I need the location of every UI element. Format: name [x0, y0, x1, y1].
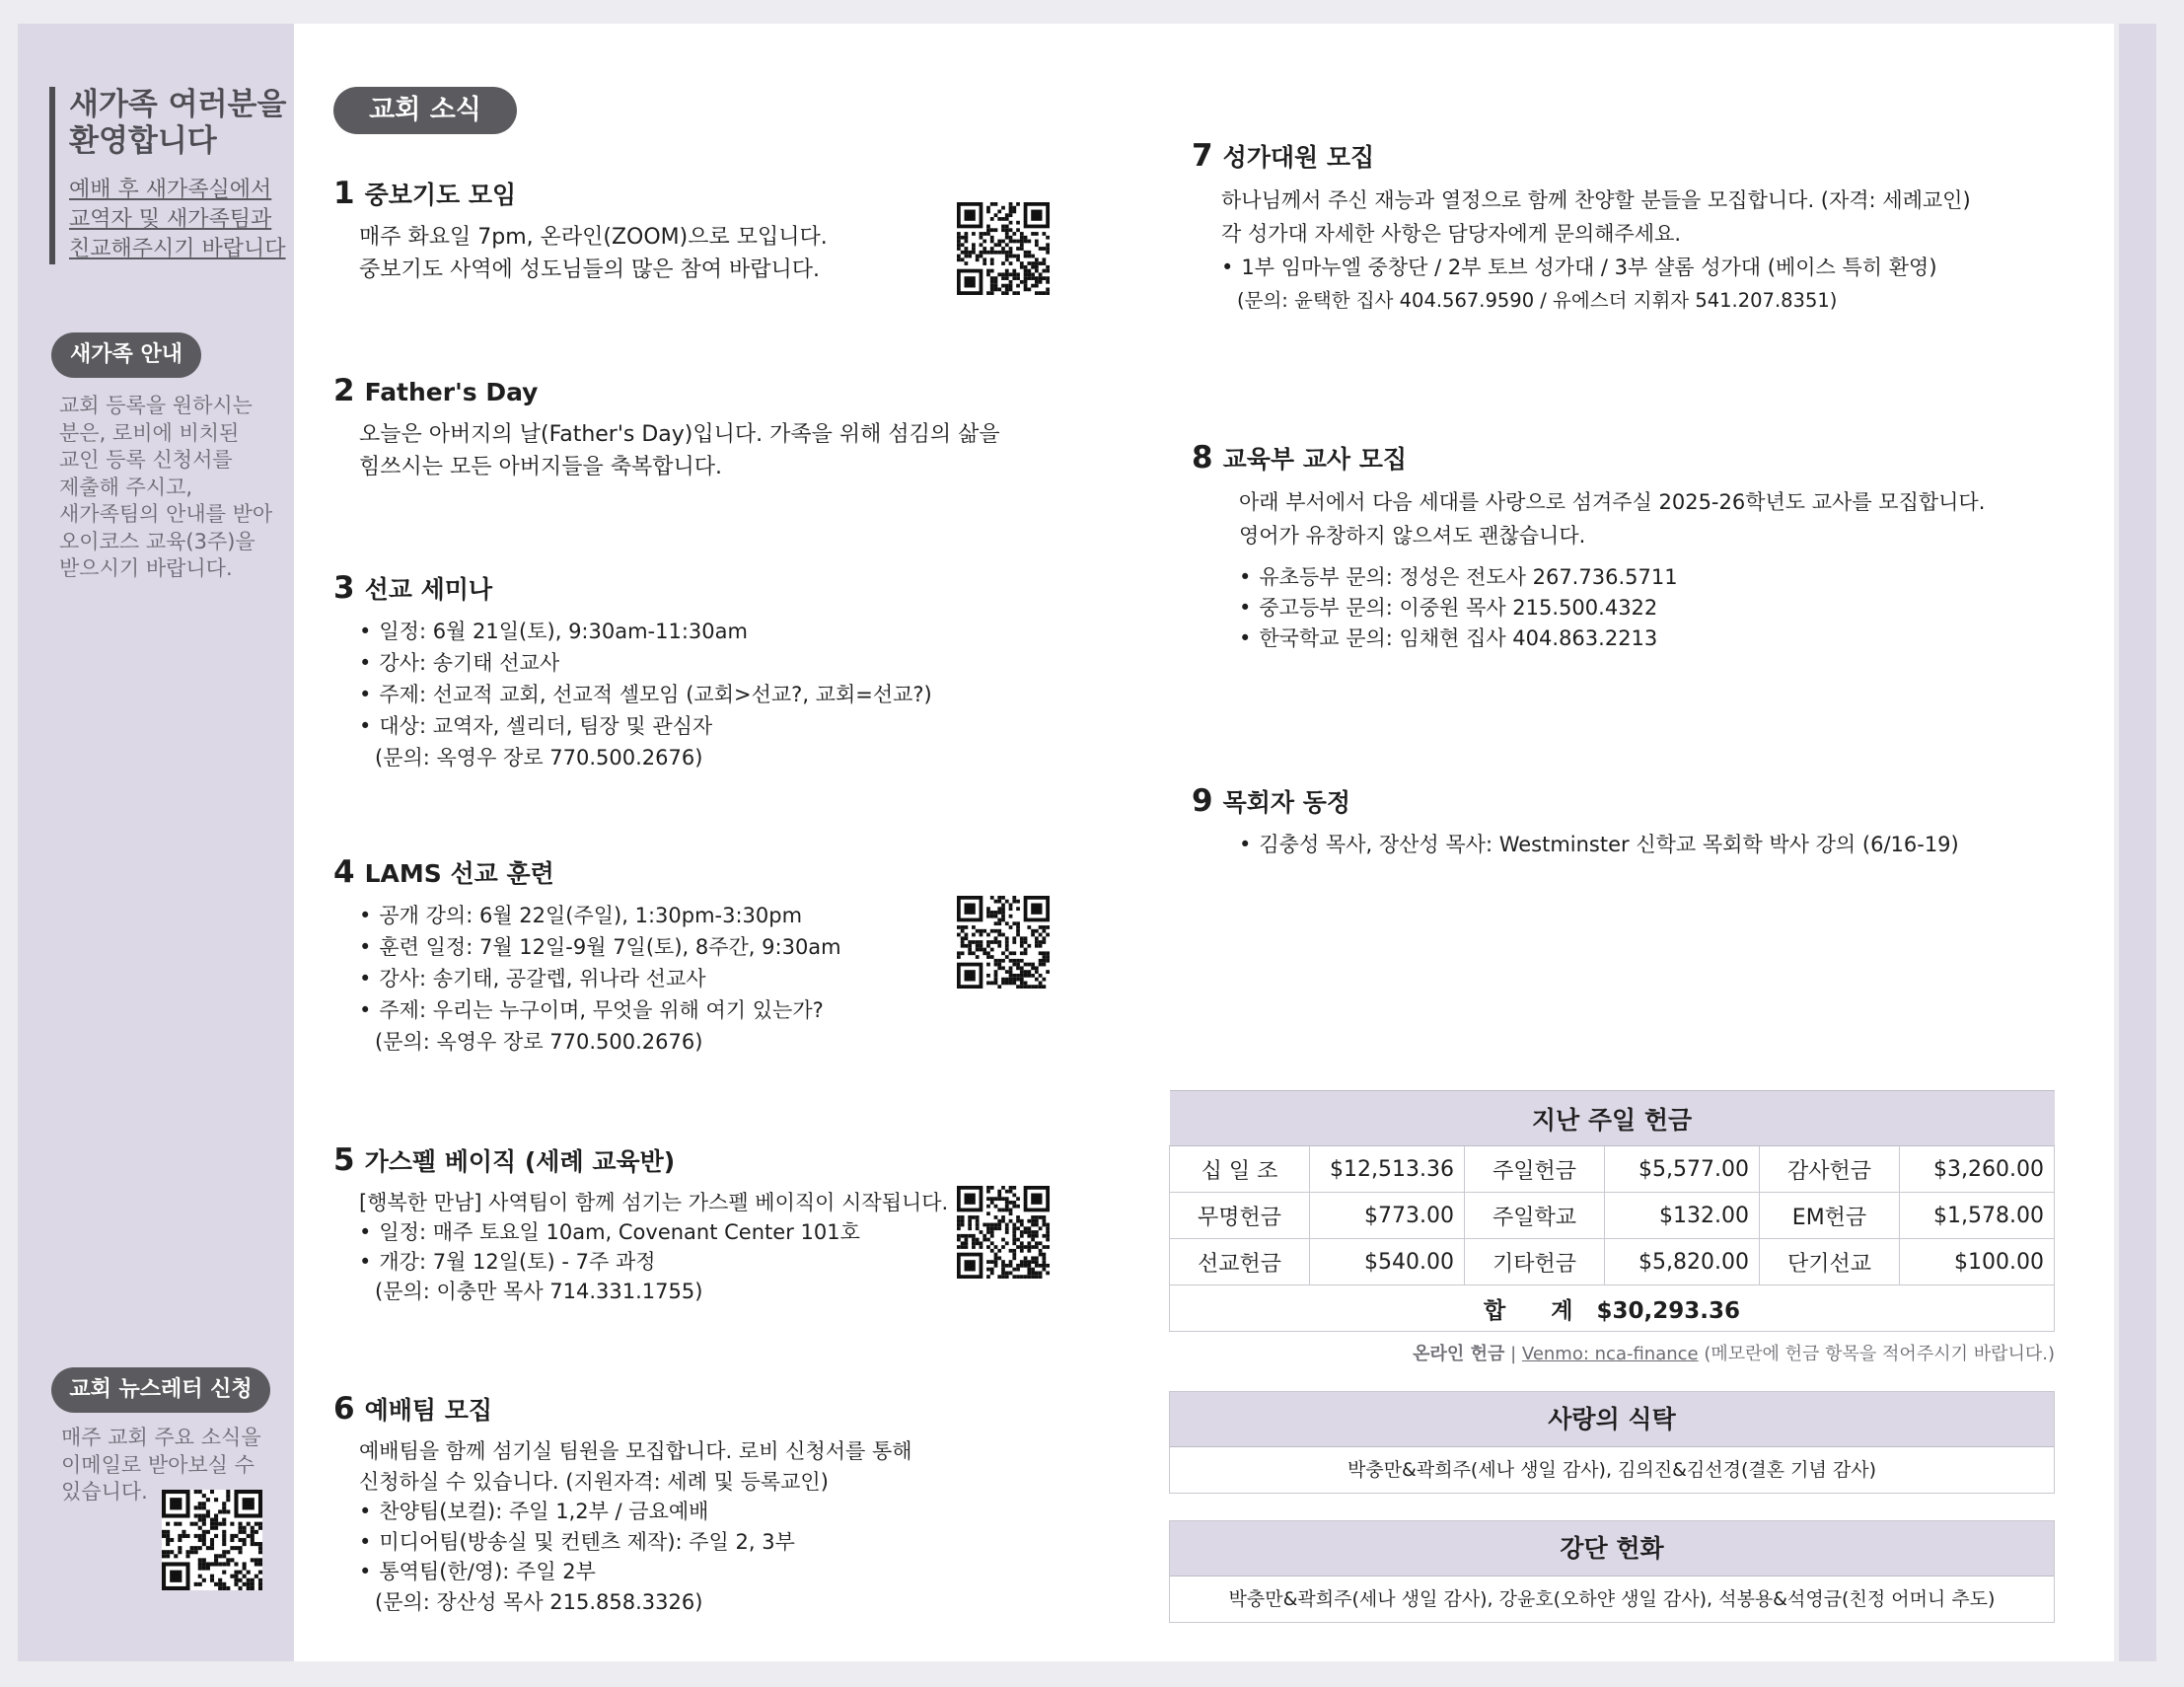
- item-number: 8: [1192, 440, 1213, 476]
- item-title: 교육부 교사 모집: [1222, 445, 1408, 474]
- item-title: 가스펠 베이직 (세례 교육반): [364, 1147, 676, 1176]
- love-table-title: 사랑의 식탁: [1170, 1392, 2054, 1447]
- item-title: 예배팀 모집: [364, 1396, 493, 1425]
- altar-flowers-title: 강단 헌화: [1170, 1521, 2054, 1577]
- item-number: 7: [1192, 138, 1213, 174]
- newsletter-text: 매주 교회 주요 소식을 이메일로 받아보실 수 있습니다.: [61, 1426, 261, 1504]
- item-title: 선교 세미나: [364, 575, 493, 604]
- welcome-block: [49, 87, 291, 264]
- table-row: 십 일 조 $12,513.36 주일헌금 $5,577.00 감사헌금 $3,260.00: [1170, 1146, 2055, 1193]
- prayer-meeting-qr-code[interactable]: [957, 202, 1050, 295]
- welcome-title: 새가족 여러분을 환영합니다: [69, 87, 287, 159]
- item-number: 1: [333, 176, 355, 211]
- item-number: 3: [333, 570, 355, 606]
- news-item-2: 2 Father's Day 오늘은 아버지의 날(Father's Day)입니다. 가족을 위해 섬김의 삶을 힘쓰시는 모든 아버지들을 축복합니다.: [333, 373, 1000, 479]
- item-number: 6: [333, 1391, 355, 1427]
- news-item-9: 9 목회자 동정 • 김충성 목사, 장산성 목사: Westminster 신학교 목회학 박사 강의 (6/16-19): [1192, 783, 2079, 860]
- love-table-box: [1169, 1391, 2055, 1494]
- item-number: 4: [333, 854, 355, 890]
- sidebar-panel: [18, 24, 294, 1661]
- total-row: [1170, 1285, 2055, 1332]
- item-title: LAMS 선교 훈련: [364, 859, 554, 888]
- love-table-text: 박충만&곽희주(세나 생일 감사), 김의진&김선경(결혼 기념 감사): [1347, 1459, 1877, 1481]
- item-number: 2: [333, 373, 355, 408]
- total-value: $30,293.36: [1596, 1297, 1740, 1324]
- table-row: 무명헌금 $773.00 주일학교 $132.00 EM헌금 $1,578.00: [1170, 1193, 2055, 1239]
- total-label: 합 계: [1484, 1297, 1573, 1324]
- newcomer-guide-pill: 새가족 안내: [51, 332, 201, 378]
- altar-flowers-box: [1169, 1520, 2055, 1623]
- news-item-6: 6 예배팀 모집 예배팀을 함께 섬기실 팀원을 모집합니다. 로비 신청서를 통해 신청하실 수 있습니다. (지원자격: 세례 및 등록교인) • 찬양팀(보컬): 주일 1,2부 / 금요예배 • 미디어팀(방송실 및 컨텐츠 제작): 주일 2, 3부 • 통역팀(한/영): 주일 2부 (문의: 장산성 목사 215.858.3326): [333, 1391, 1083, 1617]
- lams-training-qr-code[interactable]: [957, 896, 1050, 989]
- news-item-1: 1 중보기도 모임 매주 화요일 7pm, 온라인(ZOOM)으로 모입니다. 중보기도 사역에 성도님들의 많은 참여 바랍니다.: [333, 176, 828, 282]
- gospel-basic-qr-code[interactable]: [957, 1186, 1050, 1279]
- news-item-5: 5 가스펠 베이직 (세례 교육반) [행복한 만남] 사역팀이 함께 섬기는 가스펠 베이직이 시작됩니다. • 일정: 매주 토요일 10am, Covenant Center 101호 • 개강: 7월 12일(토) - 7주 과정 (문의: 이충만 목사 714.331.1755): [333, 1142, 1083, 1306]
- newsletter-pill: 교회 뉴스레터 신청: [51, 1367, 270, 1413]
- offering-title: 지난 주일 헌금: [1170, 1091, 2055, 1146]
- news-item-3: 3 선교 세미나 • 일정: 6월 21일(토), 9:30am-11:30am • 강사: 송기태 선교사 • 주제: 선교적 교회, 선교적 셀모임 (교회>선교?, 교회=선교?) • 대상: 교역자, 셀리더, 팀장 및 관심자 (문의: 옥영우 장로 770.500.2676): [333, 570, 1083, 773]
- right-edge-strip: [2119, 24, 2156, 1661]
- table-row: 선교헌금 $540.00 기타헌금 $5,820.00 단기선교 $100.00: [1170, 1239, 2055, 1285]
- welcome-subtext: 예배 후 새가족실에서 교역자 및 새가족팀과 친교해주시기 바랍니다: [69, 178, 286, 261]
- news-item-7: 7 성가대원 모집 하나님께서 주신 재능과 열정으로 함께 찬양할 분들을 모집합니다. (자격: 세례교인) 각 성가대 자세한 사항은 담당자에게 문의해주세요. • 1부 임마누엘 중창단 / 2부 토브 성가대 / 3부 샬롬 성가대 (베이스 특히 환영) (문의: 윤택한 집사 404.567.9590 / 유에스더 지휘자 541.207.8351): [1192, 138, 2079, 318]
- offering-table: [1169, 1090, 2055, 1332]
- item-title: 중보기도 모임: [364, 181, 517, 209]
- item-title: 목회자 동정: [1222, 788, 1351, 817]
- newcomer-guide-text: 교회 등록을 원하시는 분은, 로비에 비치된 교인 등록 신청서를 제출해 주시고, 새가족팀의 안내를 받아 오이코스 교육(3주)을 받으시기 바랍니다.: [59, 394, 273, 580]
- offering-section: [1169, 1090, 2055, 1365]
- item-number: 9: [1192, 783, 1213, 819]
- news-item-4: 4 LAMS 선교 훈련 • 공개 강의: 6월 22일(주일), 1:30pm-3:30pm • 훈련 일정: 7월 12일-9월 7일(토), 8주간, 9:30am • 강사: 송기태, 공갈렙, 위나라 선교사 • 주제: 우리는 누구이며, 무엇을 위해 여기 있는가? (문의: 옥영우 장로 770.500.2676): [333, 854, 1083, 1058]
- altar-flowers-text: 박충만&곽희주(세나 생일 감사), 강윤호(오하얀 생일 감사), 석봉용&석영금(친정 어머니 추도): [1228, 1588, 1996, 1610]
- news-item-8: 8 교육부 교사 모집 아래 부서에서 다음 세대를 사랑으로 섬겨주실 2025-26학년도 교사를 모집합니다. 영어가 유창하지 않으셔도 괜찮습니다. • 유초등부 문의: 정성은 전도사 267.736.5711 • 중고등부 문의: 이중원 목사 215.500.4322 • 한국학교 문의: 임채현 집사 404.863.2213: [1192, 440, 2079, 654]
- church-news-pill: 교회 소식: [333, 87, 517, 134]
- newsletter-qr-code[interactable]: [162, 1490, 262, 1590]
- online-offering-note: 온라인 헌금 | Venmo: nca-finance (메모란에 헌금 항목을 적어주시기 바랍니다.): [1413, 1344, 2055, 1364]
- item-title: Father's Day: [364, 378, 539, 406]
- item-title: 성가대원 모집: [1222, 143, 1375, 172]
- venmo-link[interactable]: Venmo: nca-finance: [1521, 1344, 1699, 1364]
- item-number: 5: [333, 1142, 355, 1178]
